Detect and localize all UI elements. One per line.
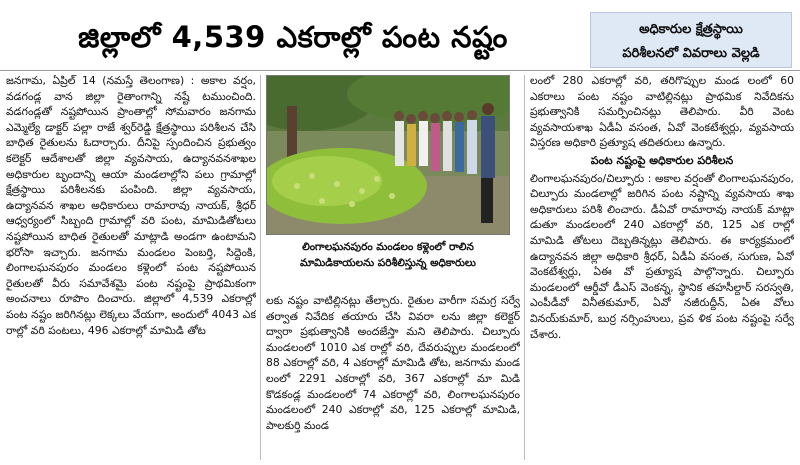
column-divider: [524, 75, 525, 460]
column-2-paragraph: లకు నష్టం వాటిల్లినట్లు తేల్చారు. రైతుల వారీగా సమగ్ర సర్వే తర్వాత నివేదిక తయారు చేసి వివరా లను జిల్లా కలెక్టర్ ద్వారా ప్రభుత్వానికి అందజేస్తా మని తెలిపారు. చిల్పూరు మండలంలో 1010 ఎక రాల్లో వరి, దేవరుప్పుల మండలంలో 88 ఎకరాల్లో వరి, 4 ఎకరాల్లో మామిడి తోట, జనగామ మండ లంలో 2291 ఎకరాల్లో వరి, 367 ఎకరాల్లో మా మిడి కొడకండ్ల మండలంలో 74 ఎకరాల్లో వరి, లింగాలఘనపురం మండలంలో 240 ఎకరాల్లో వరి, 125 ఎకరాల్లో మామిడి, పాలకుర్తి మండ: [266, 294, 520, 432]
column-3-paragraph-1: లంలో 280 ఎకరాల్లో వరి, తరిగొప్పుల మండ లంలో 60 ఎకరాలు పంట నష్టం వాటిల్లినట్లు ప్రాథమిక నివేదికను ప్రభుత్వానికి సమర్పించినట్లు తెలిపారు. వీరి వెంట వ్యవసాయశాఖ ఏడీఏ వసంత, ఏవో వెంకటేశ్వర్లు, వ్యవసాయ విస్తరణ అధికారి ప్రత్యూష తదితరులు ఉన్నారు.: [530, 74, 794, 150]
subdeck-box: [590, 12, 792, 68]
headline-rule: [0, 70, 800, 71]
subdeck-line-1: అధికారుల క్షేత్రస్థాయి: [639, 22, 743, 37]
caption-line-2: మామిడికాయలను పరిశీలిస్తున్న అధికారులు: [300, 257, 476, 269]
subdeck-line-2: పరిశీలనలో వివరాలు వెల్లడి: [622, 46, 760, 61]
caption-line-1: లింగాలఘనపురం మండలం కళ్లెంలో రాలిన: [302, 241, 474, 253]
headline-text: జిల్లాలో 4,539 ఎకరాల్లో పంట నష్టం: [78, 20, 508, 54]
article-column-1: [6, 73, 256, 463]
photo-caption: [266, 239, 510, 285]
headline: [6, 14, 580, 68]
column-1-paragraph: జనగామ, ఏప్రిల్ 14 (నమస్తే తెలంగాణ) : అకాల వర్షం, వడగండ్ల వాన జిల్లా రైతాంగాన్ని నష్టే టముంచింది. వడగండ్లతో నష్టపోయిన ప్రాంతాల్లో సోమవారం జనగామ ఎమ్మెల్యే డాక్టర్ పల్లా రాజే శ్వర్‌రెడ్డి క్షేత్రస్థాయి పరిశీలన చేసి బాధిత రైతులను ఓదార్చారు. దీనిపై స్పందించిన ప్రభుత్వం కలెక్టర్ ఆదేశాలతో జిల్లా వ్యవసాయ, ఉద్యానవనశాఖల అధికారుల బృందాన్ని ఆయా మండలాల్లోని పలు గ్రామాల్లో క్షేత్రస్థాయి పరిశీలనకు పంపింది. జిల్లా వ్యవసాయ, ఉద్యానవన శాఖల అధికారులు రామారావు నాయక్, శ్రీధర్ ఆధ్వర్యంలో సిబ్బంది గ్రామాల్లో వరి పంట, మామిడితోటలు నష్టపోయిన బాధిత రైతులతో మాట్లాడి అండగా ఉంటామని భరోసా ఇచ్చారు. జనగామ మండలం పెంబర్తి, సిద్దెంకి, లింగాలఘనపురం మండలం కళ్లెంలో పంట నష్టపోయిన రైతులతో వీరు సమావేశమై పంట నష్టంపై ప్రాథమికంగా అంచనాలు రూపొం దించారు. జిల్లాలో 4,539 ఎకరాల్లో పంట నష్టం జరిగినట్లు లెక్కలు వేయగా, అందులో 4043 ఎక రాల్లో వరి పంటలు, 496 ఎకరాల్లో మామిడి తోట: [6, 74, 256, 337]
article-column-3: [530, 73, 794, 463]
sub-headline: పంట నష్టంపై అధికారుల పరిశీలన: [590, 153, 734, 167]
column-3-paragraph-2: లింగాలఘనపురం/చిల్పూరు : అకాల వర్షంతో లింగాలఘనపురం, చిల్పూరు మండలాల్లో జరిగిన పంట నష్టాన్ని వ్యవసాయ శాఖ అధికారులు పరిశీ లించారు. డీఏవో రామారావు నాయక్ మాట్లా డుతూ మండలంలో 240 ఎకరాల్లో వరి, 125 ఎక రాల్లో మామిడి తోటలు దెబ్బతిన్నట్లు తెలిపారు. ఈ కార్యక్రమంలో ఉద్యానవన జిల్లా అధికారి శ్రీధర్, ఏడీఏ వసంత, సుగుణ, ఏవో వెంకటేశ్వర్లు, ఏఈ వో ప్రత్యూష పాల్గొన్నారు. చిల్పూరు మండలంలో ఆర్డీవో డీఎస్ వెంకన్న, స్థానిక తహసీల్దార్ సరస్వతి, ఎంపీడీవో వినీతకుమార్, ఏవో నజీరుద్దీన్, ఏఈ వోలు వినయ్‌కుమార్, బుర్ర నర్సింహులు, ప్రవ ళిక పంట నష్టంపై సర్వే చేశారు.: [530, 171, 794, 341]
news-photo: [266, 75, 510, 235]
column-divider: [260, 75, 261, 460]
mango-orchard-photo: [267, 76, 510, 235]
article-column-2: [266, 293, 520, 463]
